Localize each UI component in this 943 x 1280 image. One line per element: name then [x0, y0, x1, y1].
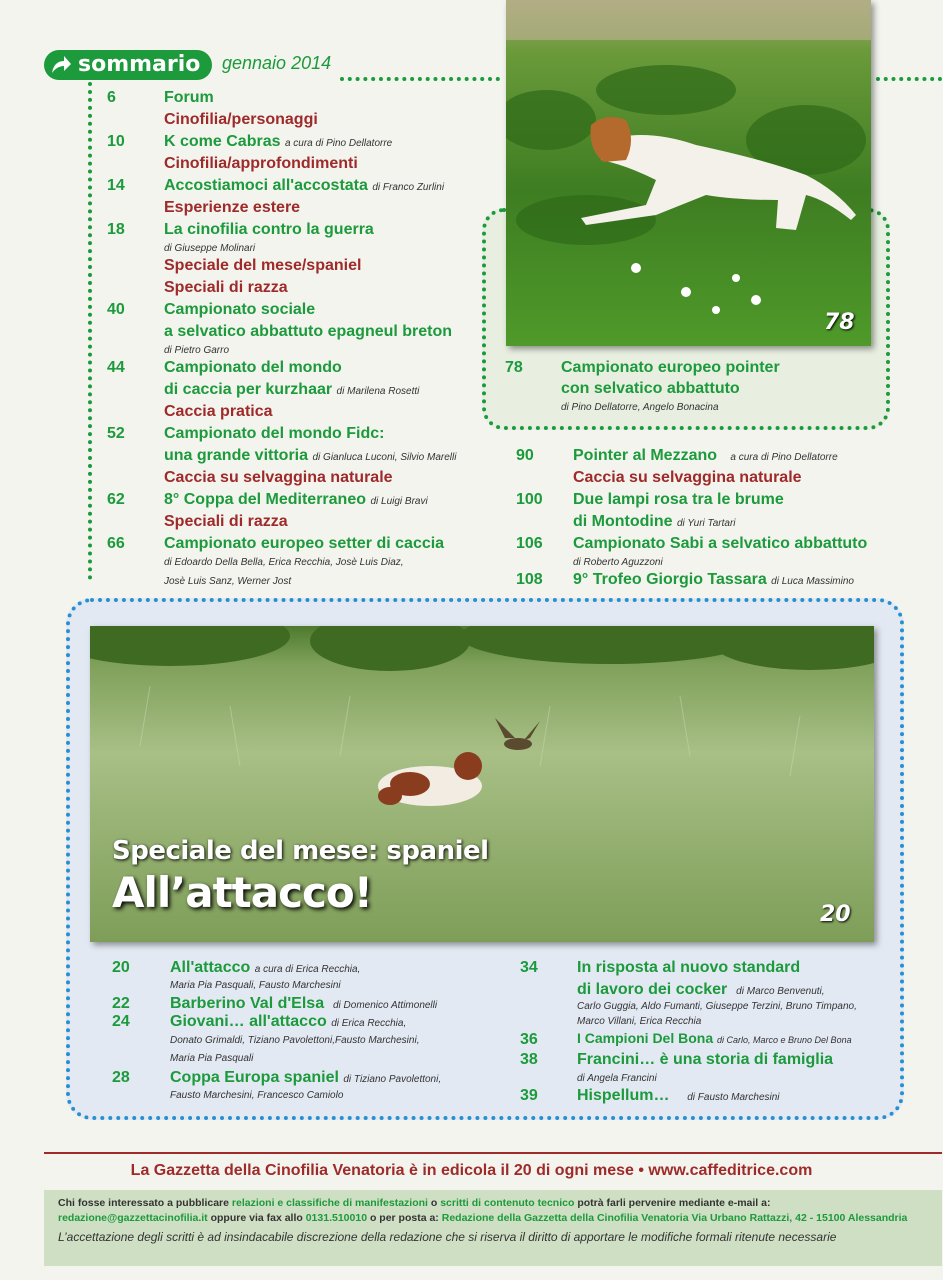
toc-author: di Edoardo Della Bella, Erica Recchia, Josè Luis Diaz,: [164, 557, 404, 568]
spaniel-photo[interactable]: [90, 626, 874, 942]
toc-title[interactable]: Giovani… all'attacco di Erica Recchia,: [170, 1013, 407, 1030]
toc-num: 90: [516, 447, 534, 464]
toc-author: di Angela Francini: [577, 1073, 657, 1084]
toc-title[interactable]: Pointer al Mezzano a cura di Pino Dellatorre: [573, 447, 838, 464]
submission-line-2: redazione@gazzettacinofilia.it oppure via fax allo 0131.510010 o per posta a: Redazione della Gazzetta della Cinofilia Venatoria Via Urbano Rattazzi, 42 - 15100 Alessandria: [58, 1212, 908, 1224]
toc-title[interactable]: Campionato europeo setter di caccia: [164, 535, 445, 552]
toc-section: Speciali di razza: [164, 513, 288, 530]
toc-title[interactable]: Barberino Val d'Elsa di Domenico Attimonelli: [170, 995, 438, 1012]
toc-num: 106: [516, 535, 543, 552]
footer-divider: [44, 1152, 942, 1154]
issue-date: gennaio 2014: [222, 53, 332, 73]
toc-title[interactable]: Campionato del mondo: [164, 359, 342, 376]
toc-author: di Roberto Aguzzoni: [573, 557, 663, 568]
toc-num: 36: [520, 1031, 538, 1048]
toc-title-cont[interactable]: di lavoro dei cocker di Marco Benvenuti,: [577, 981, 825, 998]
toc-section: Speciale del mese/spaniel: [164, 257, 362, 274]
toc-num: 108: [516, 571, 543, 588]
toc-title-cont[interactable]: di caccia per kurzhaar di Marilena Rosetti: [164, 381, 420, 398]
toc-num: 18: [107, 221, 125, 238]
toc-section: Caccia pratica: [164, 403, 273, 420]
toc-author: Josè Luis Sanz, Werner Jost: [164, 576, 292, 587]
toc-section: Cinofilia/approfondimenti: [164, 155, 358, 172]
toc-num: 10: [107, 133, 125, 150]
toc-entry[interactable]: 6: [107, 89, 116, 106]
toc-title[interactable]: Campionato del mondo Fidc:: [164, 425, 385, 442]
toc-title[interactable]: All'attacco a cura di Erica Recchia,: [170, 959, 361, 976]
pointer-dog-image: [506, 0, 871, 346]
brand-title: sommario: [78, 52, 201, 77]
photo-page-number: 20: [820, 902, 851, 927]
toc-num: 24: [112, 1013, 130, 1030]
toc-section: Esperienze estere: [164, 199, 301, 216]
feature-headline: All’attacco!: [112, 868, 372, 917]
toc-author: Maria Pia Pasquali: [170, 1053, 254, 1064]
toc-title[interactable]: 9° Trofeo Giorgio Tassara di Luca Massimino: [573, 571, 854, 588]
toc-num: 39: [520, 1087, 538, 1104]
toc-num: 100: [516, 491, 543, 508]
submission-info-box: [44, 1190, 942, 1266]
toc-title[interactable]: Forum: [164, 89, 214, 106]
toc-author: Donato Grimaldi, Tiziano Pavolettoni,Fausto Marchesini,: [170, 1035, 420, 1046]
toc-section: Cinofilia/personaggi: [164, 111, 318, 128]
toc-num: 66: [107, 535, 125, 552]
toc-title[interactable]: 8° Coppa del Mediterraneo di Luigi Bravi: [164, 491, 428, 508]
toc-title[interactable]: Campionato sociale: [164, 301, 316, 318]
toc-title[interactable]: Accostiamoci all'accostata di Franco Zurlini: [164, 177, 445, 194]
pointer-photo[interactable]: [506, 0, 871, 346]
toc-num: 20: [112, 959, 130, 976]
toc-section: Speciali di razza: [164, 279, 288, 296]
toc-author: di Pino Dellatorre, Angelo Bonacina: [561, 402, 719, 413]
toc-title[interactable]: Campionato Sabi a selvatico abbattuto: [573, 535, 868, 552]
toc-title[interactable]: Coppa Europa spaniel di Tiziano Pavolettoni,: [170, 1069, 442, 1086]
toc-title[interactable]: Francini… è una storia di famiglia: [577, 1051, 834, 1068]
toc-title-cont[interactable]: con selvatico abbattuto: [561, 380, 740, 397]
toc-title-cont[interactable]: una grande vittoria di Gianluca Luconi, Silvio Marelli: [164, 447, 457, 464]
header-divider-right: [876, 77, 942, 81]
brand-badge: [44, 50, 212, 80]
footer-banner: La Gazzetta della Cinofilia Venatoria è in edicola il 20 di ogni mese • www.caffeditrice.com: [130, 1162, 813, 1179]
toc-num: 34: [520, 959, 538, 976]
toc-num: 22: [112, 995, 130, 1012]
email-link[interactable]: redazione@gazzettacinofilia.it: [58, 1212, 208, 1224]
toc-title[interactable]: Hispellum… di Fausto Marchesini: [577, 1087, 780, 1104]
photo-page-number: 78: [824, 310, 855, 335]
toc-num: 52: [107, 425, 125, 442]
toc-num: 14: [107, 177, 125, 194]
toc-title[interactable]: K come Cabras a cura di Pino Dellatorre: [164, 133, 393, 150]
toc-title[interactable]: La cinofilia contro la guerra: [164, 221, 374, 238]
arrow-icon: [50, 55, 72, 75]
toc-section: Caccia su selvaggina naturale: [573, 469, 802, 486]
toc-num: 78: [505, 359, 523, 376]
toc-author: Maria Pia Pasquali, Fausto Marchesini: [170, 980, 341, 991]
header-divider: [340, 77, 500, 81]
toc-num: 28: [112, 1069, 130, 1086]
toc-title[interactable]: Due lampi rosa tra le brume: [573, 491, 784, 508]
toc-num: 38: [520, 1051, 538, 1068]
toc-author: Marco Villani, Erica Recchia: [577, 1016, 702, 1027]
toc-author: Carlo Guggia, Aldo Fumanti, Giuseppe Terzini, Bruno Timpano,: [577, 1001, 857, 1012]
toc-num: 44: [107, 359, 125, 376]
toc-title[interactable]: I Campioni Del Bona di Carlo, Marco e Bruno Del Bona: [577, 1030, 852, 1046]
toc-num: 62: [107, 491, 125, 508]
toc-title-cont[interactable]: di Montodine di Yuri Tartari: [573, 513, 736, 530]
disclaimer: L’accettazione degli scritti è ad insindacabile discrezione della redazione che si riserva il diritto di apportare le modifiche formali ritenute necessarie: [58, 1230, 837, 1244]
toc-title[interactable]: Campionato europeo pointer: [561, 359, 780, 376]
left-column-divider: [88, 82, 92, 580]
submission-line-1: Chi fosse interessato a pubblicare relazioni e classifiche di manifestazioni o scritti di contenuto tecnico potrà farli pervenire mediante e-mail a:: [58, 1197, 771, 1209]
feature-kicker: Speciale del mese: spaniel: [112, 836, 489, 866]
toc-num: 40: [107, 301, 125, 318]
toc-title[interactable]: In risposta al nuovo standard: [577, 959, 801, 976]
toc-author: di Giuseppe Molinari: [164, 243, 256, 254]
toc-title-cont[interactable]: a selvatico abbattuto epagneul breton: [164, 323, 453, 340]
toc-author: Fausto Marchesini, Francesco Camiolo: [170, 1090, 344, 1101]
toc-author: di Pietro Garro: [164, 345, 230, 356]
toc-section: Caccia su selvaggina naturale: [164, 469, 393, 486]
